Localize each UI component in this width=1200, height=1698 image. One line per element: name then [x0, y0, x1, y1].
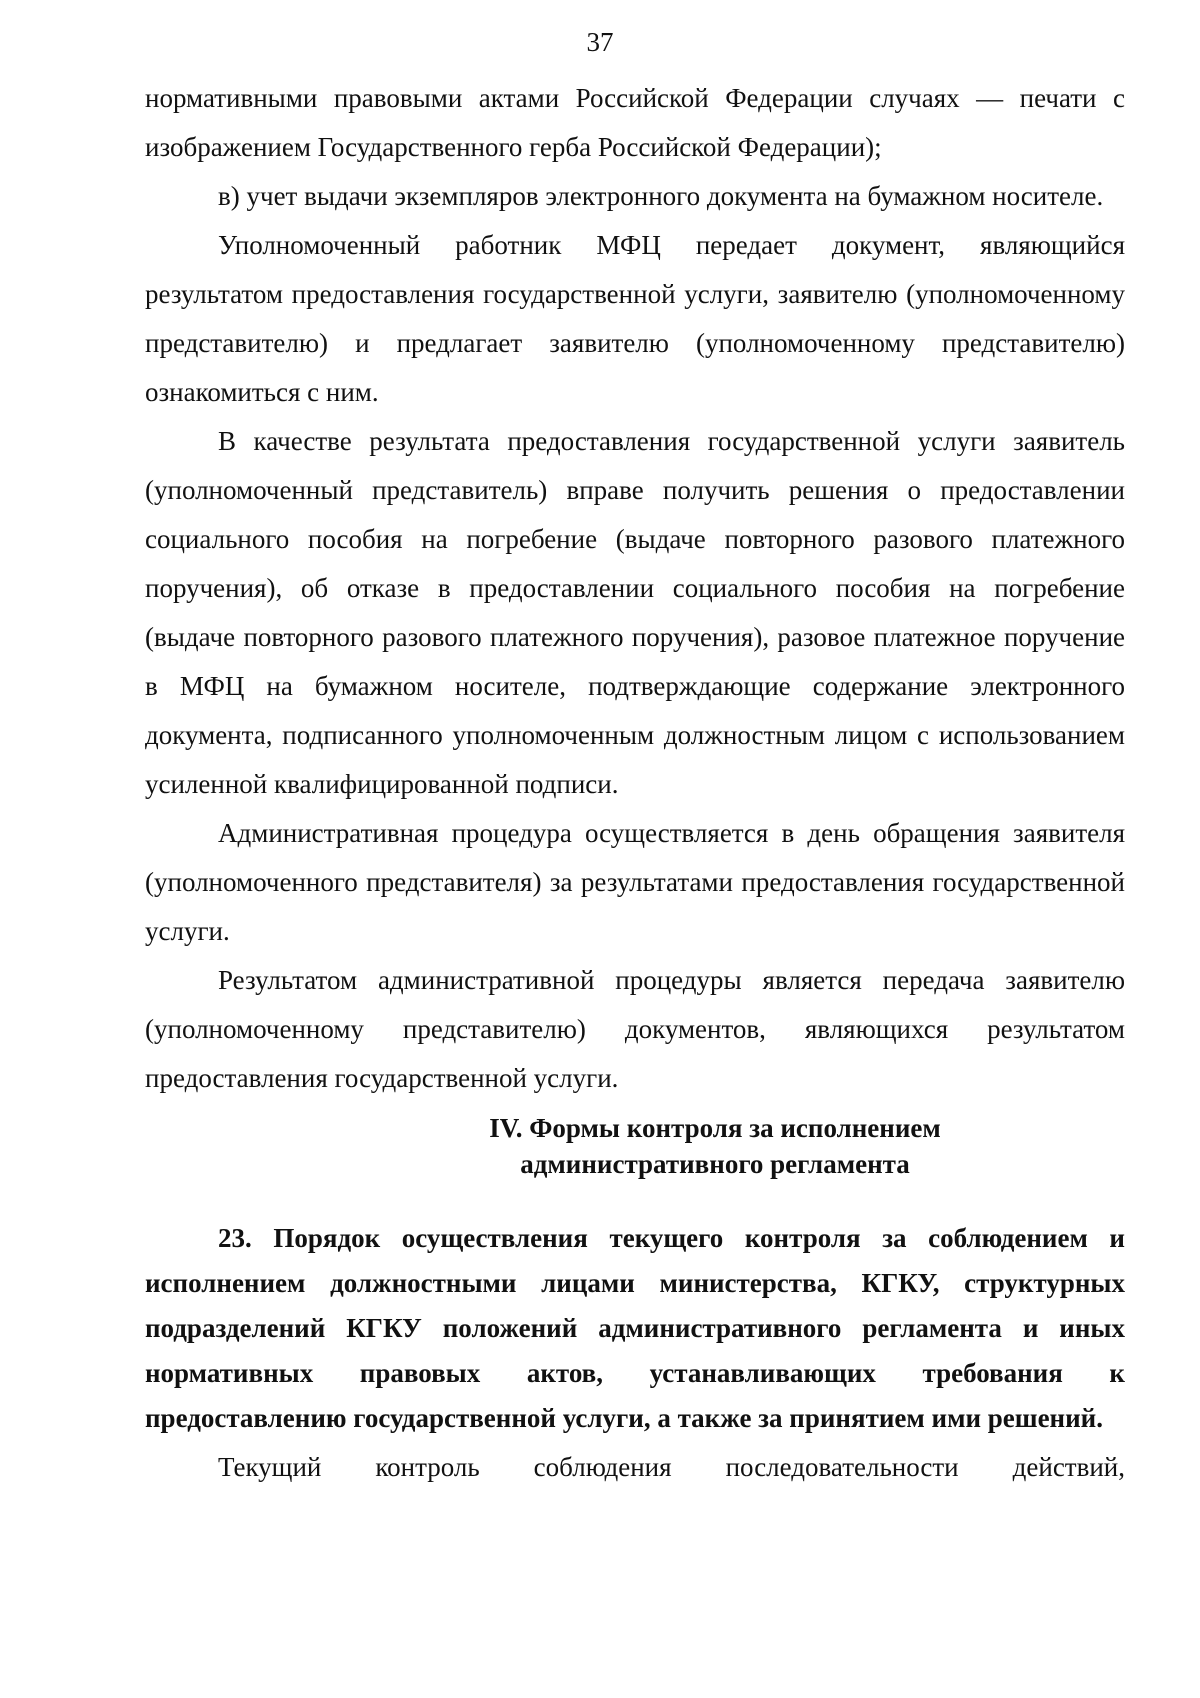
- document-body: [145, 74, 1125, 1492]
- paragraph-procedure-result: Результатом административной процедуры является передача заявителю (уполномоченному представителю) документов, являющихся результатом предоставления государственной услуги.: [145, 965, 1125, 1093]
- paragraph-mfc-transfer: Уполномоченный работник МФЦ передает документ, являющийся результатом предоставления государственной услуги, заявителю (уполномоченному представителю) и предлагает заявителю (уполномоченному представителю) ознакомиться с ним.: [145, 230, 1125, 407]
- page-number: 37: [586, 27, 614, 57]
- section-heading: [145, 1110, 1125, 1182]
- paragraph-result-options: В качестве результата предоставления государственной услуги заявитель (уполномоченный представитель) вправе получить решения о предоставлении социального пособия на погребение (выдаче повторного разового платежного поручения), об отказе в предоставлении социального пособия на погребение (выдаче повторного разового платежного поручения), разовое платежное поручение в МФЦ на бумажном носителе, подтверждающие содержание электронного документа, подписанного уполномоченным должностным лицом с использованием усиленной квалифицированной подписи.: [145, 426, 1125, 799]
- paragraph-procedure-timing: Административная процедура осуществляется в день обращения заявителя (уполномоченного представителя) за результатами предоставления государственной услуги.: [145, 818, 1125, 946]
- paragraph-current-control: Текущий контроль соблюдения последовательности действий,: [218, 1452, 1125, 1482]
- subsection-title: 23. Порядок осуществления текущего контроля за соблюдением и исполнением должностными лицами министерства, КГКУ, структурных подразделений КГКУ положений административного регламента и иных нормативных правовых актов, устанавливающих требования к предоставлению государственной услуги, а также за принятием ими решений.: [145, 1223, 1125, 1433]
- paragraph-continuation: нормативными правовыми актами Российской Федерации случаях — печати с изображением Государственного герба Российской Федерации);: [145, 83, 1125, 162]
- paragraph-item-v: в) учет выдачи экземпляров электронного документа на бумажном носителе.: [218, 181, 1104, 211]
- section-heading-line-1: IV. Формы контроля за исполнением: [489, 1113, 941, 1143]
- section-heading-line-2: административного регламента: [520, 1149, 910, 1179]
